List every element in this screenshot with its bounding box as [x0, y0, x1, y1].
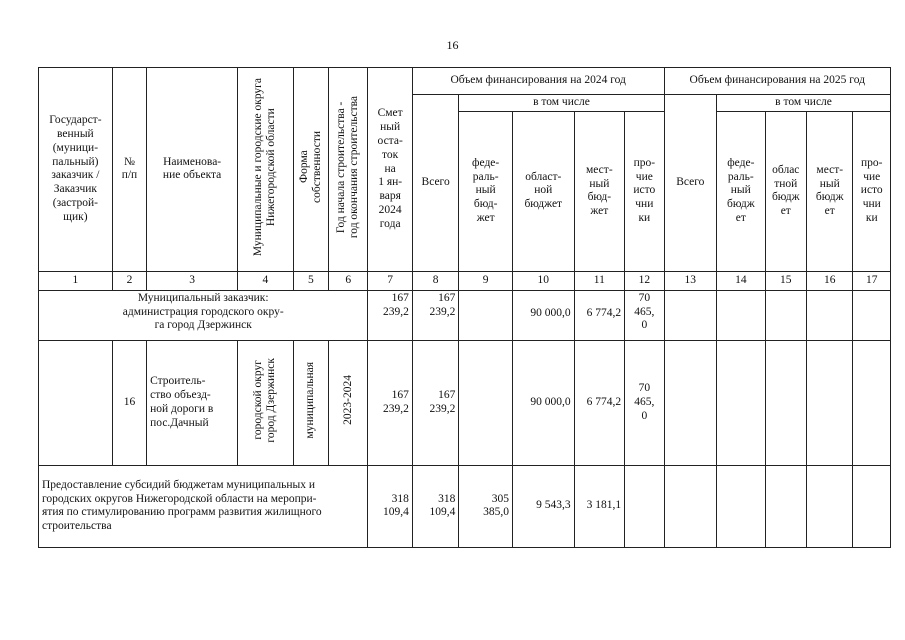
funding-table	[38, 67, 891, 548]
header-including-2024: в том числе	[459, 95, 664, 112]
header-years: Год начала строительства - год окончания строительства	[329, 68, 368, 272]
customer-federal-2024	[459, 290, 513, 340]
subsidy-regional-2024: 9 543,3	[512, 465, 574, 547]
header-customer: Государст- венный (муници- пальный) заказчик / Заказчик (застрой- щик)	[39, 68, 113, 272]
column-number: 1	[39, 271, 113, 290]
customer-total-2024: 167 239,2	[412, 290, 458, 340]
customer-label: Муниципальный заказчик: администрация городского окру- га город Дзержинск	[39, 290, 368, 340]
subsidy-local-2024: 3 181,1	[574, 465, 625, 547]
header-no: № п/п	[112, 68, 146, 272]
object-no: 16	[112, 340, 146, 465]
column-number: 6	[329, 271, 368, 290]
column-number: 12	[625, 271, 664, 290]
header-local-2025: мест- ный бюдж ет	[807, 111, 853, 271]
column-number: 9	[459, 271, 513, 290]
object-years: 2023-2024	[329, 340, 368, 465]
header-funding-2024: Объем финансирования на 2024 год	[412, 68, 664, 95]
subsidy-other-2024	[625, 465, 664, 547]
column-number: 4	[238, 271, 294, 290]
page-number: 16	[446, 38, 459, 52]
subsidy-label: Предоставление субсидий бюджетам муниципальных и городских округов Нижегородской области на меропри- ятия по стимулированию программ развития жилищного строительства	[39, 465, 368, 547]
header-total-2024: Всего	[412, 95, 458, 272]
column-number: 16	[807, 271, 853, 290]
object-local-2024: 6 774,2	[574, 340, 625, 465]
header-regional-2024: област- ной бюджет	[512, 111, 574, 271]
object-estimate: 167 239,2	[368, 340, 412, 465]
column-number: 11	[574, 271, 625, 290]
header-funding-2025: Объем финансирования на 2025 год	[664, 68, 890, 95]
customer-estimate: 167 239,2	[368, 290, 412, 340]
customer-row	[39, 290, 891, 340]
subsidy-row	[39, 465, 891, 547]
object-row	[39, 340, 891, 465]
header-including-2025: в том числе	[717, 95, 891, 112]
header-municipality: Муниципальные и городские округа Нижегородской области	[238, 68, 294, 272]
subsidy-federal-2024: 305 385,0	[459, 465, 513, 547]
column-number: 5	[293, 271, 328, 290]
customer-local-2024: 6 774,2	[574, 290, 625, 340]
subsidy-total-2024: 318 109,4	[412, 465, 458, 547]
object-municipality: городской округ город Дзержинск	[238, 340, 294, 465]
column-number: 2	[112, 271, 146, 290]
column-number: 7	[368, 271, 412, 290]
column-number: 13	[664, 271, 717, 290]
object-ownership: муниципальная	[293, 340, 328, 465]
object-regional-2024: 90 000,0	[512, 340, 574, 465]
customer-other-2024: 70 465, 0	[625, 290, 664, 340]
object-name: Строитель- ство объезд- ной дороги в пос.Дачный	[147, 340, 238, 465]
object-total-2024: 167 239,2	[412, 340, 458, 465]
object-other-2024: 70 465, 0	[625, 340, 664, 465]
header-other-2024: про- чие исто чни ки	[625, 111, 664, 271]
object-federal-2024	[459, 340, 513, 465]
column-number: 8	[412, 271, 458, 290]
column-numbers-row	[39, 271, 891, 290]
customer-regional-2024: 90 000,0	[512, 290, 574, 340]
column-number: 15	[765, 271, 806, 290]
header-total-2025: Всего	[664, 95, 717, 272]
header-ownership: Форма собственности	[293, 68, 328, 272]
column-number: 14	[717, 271, 766, 290]
column-number: 3	[147, 271, 238, 290]
header-local-2024: мест- ный бюд- жет	[574, 111, 625, 271]
header-estimate: Смет ный оста- ток на 1 ян- варя 2024 года	[368, 68, 412, 272]
column-number: 17	[853, 271, 891, 290]
column-number: 10	[512, 271, 574, 290]
header-other-2025: про- чие исто чни ки	[853, 111, 891, 271]
header-federal-2025: феде- раль- ный бюдж ет	[717, 111, 766, 271]
subsidy-estimate: 318 109,4	[368, 465, 412, 547]
header-federal-2024: феде- раль- ный бюд- жет	[459, 111, 513, 271]
header-regional-2025: облас тной бюдж ет	[765, 111, 806, 271]
header-object-name: Наименова- ние объекта	[147, 68, 238, 272]
